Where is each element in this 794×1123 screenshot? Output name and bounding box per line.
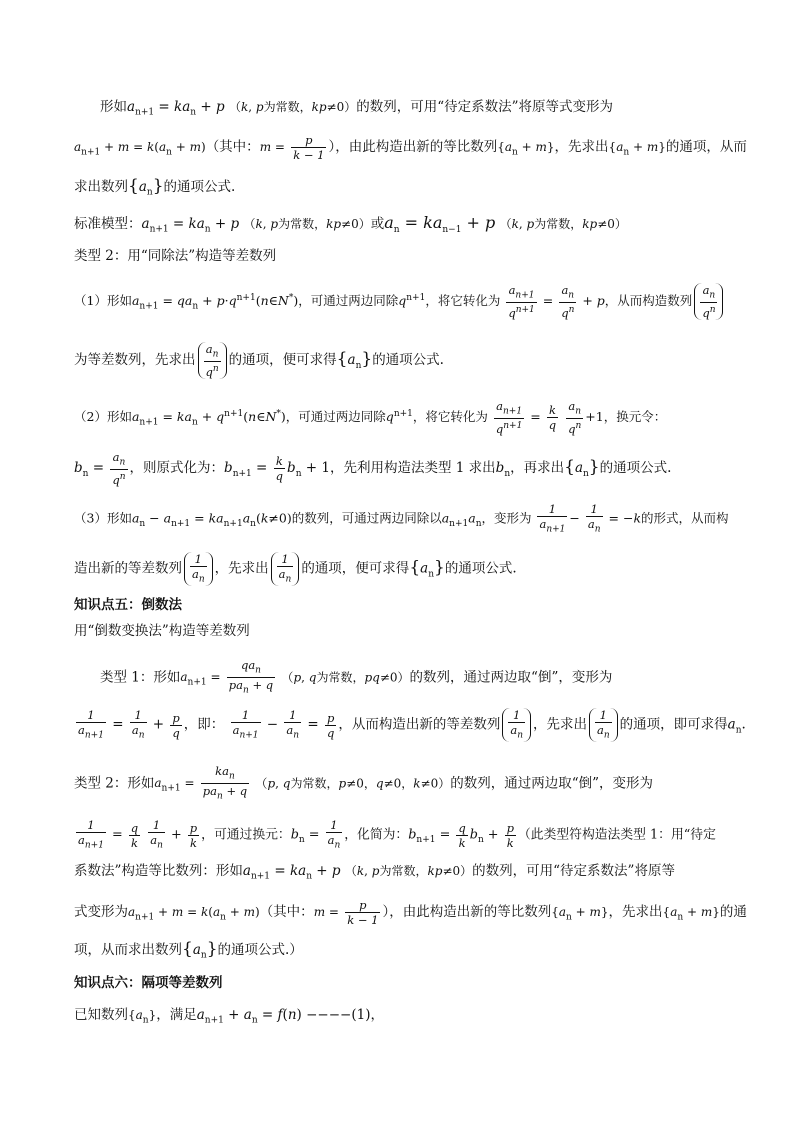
braced-sequence: $\frac{a_n}{q^n}$ bbox=[694, 283, 723, 320]
paragraph-line: （2）形如$a_{n+1} = ka_n$ + $q^{n+1}(n\in N^*)$，可通过两边同除$q^{n+1}$，将它转化为 $\frac{a_{n+1}}{q^{n+1}}$ = $\frac{k}{q}$ $\frac{a_n}{q^n}$ +1，换元令： bbox=[74, 399, 667, 437]
fraction: $\frac{p}{k - 1}$ bbox=[293, 133, 325, 162]
fraction: $\frac{a_{n+1}}{q^{n+1}}$ bbox=[495, 399, 523, 437]
paragraph-line: 为等差数列，先求出 $\frac{a_n}{q^n}$ 的通项，便可求得$\{a_n\}$的通项公式. bbox=[74, 342, 444, 380]
fraction: $\frac{a_n}{q^n}$ bbox=[561, 283, 575, 321]
fraction: $\frac{p}{k}$ bbox=[189, 820, 198, 850]
section-heading-5: 知识点五：倒数法 bbox=[74, 597, 182, 613]
fraction: $\frac{1}{a_{n+1}}$ bbox=[232, 708, 259, 741]
braced-sequence: $\frac{1}{a_n}$ bbox=[502, 708, 531, 742]
fraction: $\frac{1}{a_n}$ bbox=[150, 818, 163, 851]
paragraph-line: $\frac{1}{a_{n+1}}$ = $\frac{1}{a_n}$ + $\frac{p}{q}$ ，即： $\frac{1}{a_{n+1}}$ − $\frac{1}{a_n}$ = $\frac{p}{q}$ ，从而构造出新的等差数列 $\frac{1}{a_n}$ ，先求出 $\frac{1}{a_n}$ 的通项，即可求得$a_n$. bbox=[78, 708, 746, 741]
fraction: $\frac{a_n}{q^n}$ bbox=[568, 399, 582, 437]
fraction: $\frac{a_n}{q^n}$ bbox=[112, 450, 126, 488]
fraction: $\frac{q}{k}$ bbox=[458, 820, 466, 850]
fraction: $\frac{q}{k}$ bbox=[130, 820, 139, 850]
braced-sequence: $\frac{1}{a_n}$ bbox=[184, 552, 213, 586]
fraction: $\frac{1}{a_{n+1}}$ bbox=[539, 502, 566, 535]
paragraph-line: 系数法”构造等比数列：形如$a_{n+1} = ka_n + p$ （k, p为常数，kp≠0）的数列，可用“待定系数法”将原等 bbox=[74, 863, 675, 882]
fraction: $\frac{1}{a_{n+1}}$ bbox=[78, 818, 104, 851]
fraction: $\frac{1}{a_{n+1}}$ bbox=[78, 708, 104, 741]
paragraph-line: 式变形为$a_{n+1} + m = k(a_n + m)$（其中：m = $\frac{p}{k - 1}$ ），由此构造出新的等比数列$\{a_n + m\}$，先求出$\{a_n + m\}$的通 bbox=[74, 898, 747, 927]
paragraph-line: （3）形如$a_n - a_{n+1} = ka_{n+1}a_n(k\ne 0)$的数列，可通过两边同除以$a_{n+1}a_n$，变形为 $\frac{1}{a_{n+1}}$ − $\frac{1}{a_n}$ = −k的形式，从而构 bbox=[74, 502, 729, 535]
standard-model-line: 标准模型：$a_{n+1} = ka_n + p$ （k, p为常数，kp≠0）或$a_n = ka_{n-1} + p$ （k, p为常数，kp≠0） bbox=[74, 213, 627, 236]
paragraph-line: 求出数列$\{a_n\}$的通项公式. bbox=[74, 176, 236, 198]
paragraph-line: $b_n$ = $\frac{a_n}{q^n}$ ，则原式化为：$b_{n+1}$ = $\frac{k}{q}$ $b_n + 1$，先利用构造法类型 1 求出$b_n$，再求出$\{a_n\}$的通项公式. bbox=[74, 450, 672, 488]
fraction: $\frac{p}{k - 1}$ bbox=[347, 898, 379, 927]
fraction: $\frac{p}{q}$ bbox=[326, 710, 335, 740]
fraction: $qa_n$ $pa_n + q$ bbox=[228, 658, 274, 696]
fraction: $\frac{p}{k}$ bbox=[506, 820, 514, 850]
braced-sequence: $\frac{a_n}{q^n}$ bbox=[198, 342, 227, 379]
paragraph-line: $\frac{1}{a_{n+1}}$ = $\frac{q}{k}$ $\frac{1}{a_n}$ + $\frac{p}{k}$ ，可通过换元：$b_n$ = $\frac{1}{a_n}$ ，化简为：$b_{n+1}$ = $\frac{q}{k}$ $b_n$ + $\frac{p}{k}$ （此类型符构造法类型 1：用“待定 bbox=[78, 818, 716, 851]
fraction: $ka_n$ $pa_n + q$ bbox=[202, 764, 248, 802]
paragraph-line: 类型 2：形如$a_{n+1}$ = $ka_n$ $pa_n + q$ （p, q为常数，p≠0，q≠0，k≠0）的数列，通过两边取“倒”，变形为 bbox=[74, 764, 654, 802]
braced-sequence: $\frac{1}{a_n}$ bbox=[589, 708, 618, 742]
paragraph-line: 形如$a_{n+1} = ka_n + p$ （k, p为常数，kp≠0）的数列，可用“待定系数法”将原等式变形为 bbox=[100, 99, 614, 118]
fraction: $\frac{1}{a_n}$ bbox=[587, 502, 601, 535]
paragraph-line: （1）形如$a_{n+1} = qa_n$ + $p\cdot q^{n+1}(n\in N^*)$，可通过两边同除$q^{n+1}$，将它转化为 $\frac{a_{n+1}}{q^{n+1}}$ = $\frac{a_n}{q^n}$ + p，从而构造数列 $\frac{a_n}{q^n}$ bbox=[74, 283, 748, 320]
fraction: $\frac{k}{q}$ bbox=[275, 454, 284, 484]
paragraph-line: 已知数列$\{a_n\}$，满足$a_{n+1} + a_n = f(n) ----(1)$， bbox=[74, 1007, 384, 1026]
fraction: $\frac{1}{a_n}$ bbox=[131, 708, 145, 741]
fraction: $\frac{1}{a_n}$ bbox=[327, 818, 341, 851]
paragraph-line: 造出新的等差数列 $\frac{1}{a_n}$ ，先求出 $\frac{1}{a_n}$ 的通项，便可求得$\{a_n\}$的通项公式. bbox=[74, 552, 517, 585]
fraction: $\frac{k}{q}$ bbox=[548, 403, 557, 433]
fraction: $\frac{1}{a_n}$ bbox=[286, 708, 300, 741]
type-2-heading: 类型 2：用“同除法”构造等差数列 bbox=[74, 248, 277, 264]
fraction: $\frac{p}{q}$ bbox=[172, 710, 180, 740]
section-subheading-5: 用“倒数变换法”构造等差数列 bbox=[74, 623, 250, 639]
fraction: $\frac{a_{n+1}}{q^{n+1}}$ bbox=[508, 283, 535, 321]
paragraph-line: 类型 1：形如$a_{n+1}$ = $qa_n$ $pa_n + q$ （p, q为常数，pq≠0）的数列，通过两边取“倒”，变形为 bbox=[100, 658, 613, 696]
braced-sequence: $\frac{1}{a_n}$ bbox=[271, 552, 300, 586]
paragraph-line: $a_{n+1} + m = k(a_n + m)$（其中：m = $\frac{p}{k - 1}$ ），由此构造出新的等比数列$\{a_n + m\}$，先求出$\{a_n + m\}$的通项，从而 bbox=[74, 133, 747, 162]
section-heading-6: 知识点六：隔项等差数列 bbox=[74, 975, 223, 991]
paragraph-line: 项，从而求出数列$\{a_n\}$的通项公式.） bbox=[74, 939, 303, 961]
